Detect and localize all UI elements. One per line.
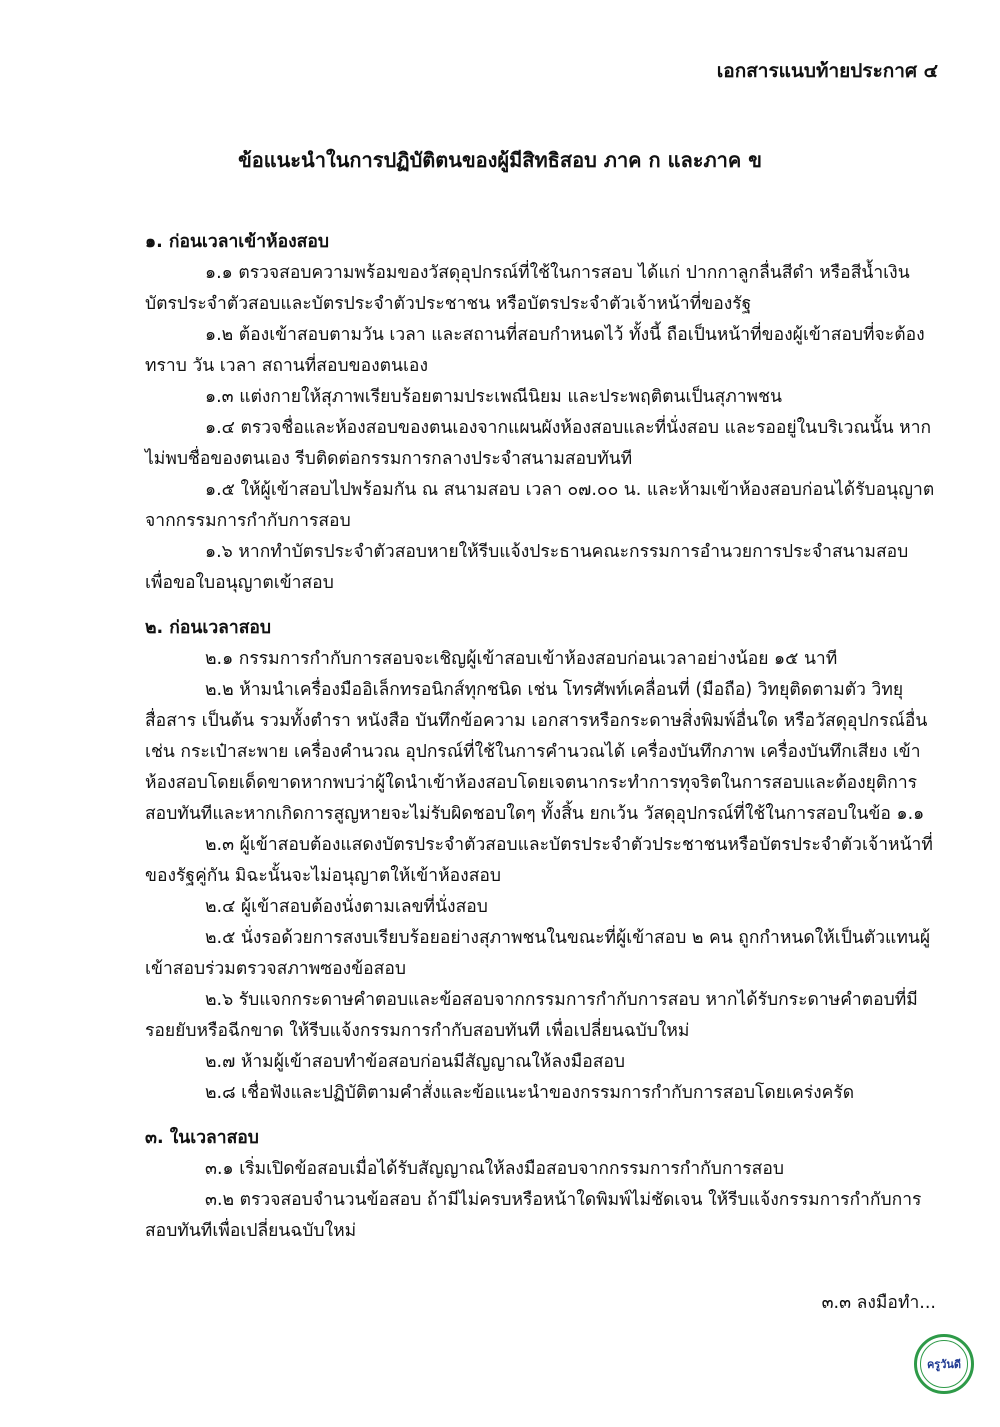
item-2-6: ๒.๖ รับแจกกระดาษคำตอบและข้อสอบจากกรรมการกำกับการสอบ หากได้รับกระดาษคำตอบที่มีรอยยับหรือฉีกขาด ให้รีบแจ้งกรรมการกำกับสอบทันที เพื่อเปลี่ยนฉบับใหม่ bbox=[145, 990, 918, 1041]
continued-next-page: ๓.๓ ลงมือทำ... bbox=[821, 1293, 936, 1313]
item-2-5: ๒.๕ นั่งรอด้วยการสงบเรียบร้อยอย่างสุภาพชนในขณะที่ผู้เข้าสอบ ๒ คน ถูกกำหนดให้เป็นตัวแทนผู้เข้าสอบร่วมตรวจสภาพซองข้อสอบ bbox=[145, 928, 931, 979]
item-1-2: ๑.๒ ต้องเข้าสอบตามวัน เวลา และสถานที่สอบกำหนดไว้ ทั้งนี้ ถือเป็นหน้าที่ของผู้เข้าสอบที่จะต้องทราบ วัน เวลา สถานที่สอบของตนเอง bbox=[145, 325, 925, 376]
item-2-1: ๒.๑ กรรมการกำกับการสอบจะเชิญผู้เข้าสอบเข้าห้องสอบก่อนเวลาอย่างน้อย ๑๕ นาที bbox=[205, 649, 838, 669]
item-2-2: ๒.๒ ห้ามนำเครื่องมืออิเล็กทรอนิกส์ทุกชนิด เช่น โทรศัพท์เคลื่อนที่ (มือถือ) วิทยุติดตามตัว วิทยุสื่อสาร เป็นต้น รวมทั้งตำรา หนังสือ บันทึกข้อความ เอกสารหรือกระดาษสิ่งพิมพ์อื่นใด หรือวัสดุอุปกรณ์อื่น เช่น กระเป๋าสะพาย เครื่องคำนวณ อุปกรณ์ที่ใช้ในการคำนวณได้ เครื่องบันทึกภาพ เครื่องบันทึกเสียง เข้าห้องสอบโดยเด็ดขาดหากพบว่าผู้ใดนำเข้าห้องสอบโดยเจตนากระทำการทุจริตในการสอบและต้องยุติการสอบทันทีและหากเกิดการสูญหายจะไม่รับผิดชอบใดๆ ทั้งสิ้น ยกเว้น วัสดุอุปกรณ์ที่ใช้ในการสอบในข้อ ๑.๑ bbox=[145, 680, 928, 824]
stamp-label: ครูวันดี bbox=[920, 1340, 968, 1388]
attachment-reference: เอกสารแนบท้ายประกาศ ๔ bbox=[716, 60, 938, 82]
item-1-1: ๑.๑ ตรวจสอบความพร้อมของวัสดุอุปกรณ์ที่ใช้ในการสอบ ได้แก่ ปากกาลูกลื่นสีดำ หรือสีน้ำเงิน บัตรประจำตัวสอบและบัตรประจำตัวประชาชน หรือบัตรประจำตัวเจ้าหน้าที่ของรัฐ bbox=[145, 263, 910, 314]
item-1-6: ๑.๖ หากทำบัตรประจำตัวสอบหายให้รีบแจ้งประธานคณะกรรมการอำนวยการประจำสนามสอบเพื่อขอใบอนุญาตเข้าสอบ bbox=[145, 542, 909, 593]
item-2-8: ๒.๘ เชื่อฟังและปฏิบัติตามคำสั่งและข้อแนะนำของกรรมการกำกับการสอบโดยเคร่งครัด bbox=[205, 1083, 855, 1103]
logo-stamp-icon bbox=[914, 1334, 974, 1394]
item-1-3: ๑.๓ แต่งกายให้สุภาพเรียบร้อยตามประเพณีนิยม และประพฤติตนเป็นสุภาพชน bbox=[205, 387, 782, 407]
section-heading: ๑. ก่อนเวลาเข้าห้องสอบ bbox=[145, 232, 329, 252]
item-2-4: ๒.๔ ผู้เข้าสอบต้องนั่งตามเลขที่นั่งสอบ bbox=[205, 897, 488, 917]
item-1-5: ๑.๕ ให้ผู้เข้าสอบไปพร้อมกัน ณ สนามสอบ เวลา ๐๗.๐๐ น. และห้ามเข้าห้องสอบก่อนได้รับอนุญาตจากกรรมการกำกับการสอบ bbox=[145, 480, 935, 531]
section-heading: ๓. ในเวลาสอบ bbox=[145, 1128, 259, 1148]
section-before-entering-room bbox=[145, 227, 935, 599]
item-3-1: ๓.๑ เริ่มเปิดข้อสอบเมื่อได้รับสัญญาณให้ลงมือสอบจากกรรมการกำกับการสอบ bbox=[205, 1159, 784, 1179]
document-title: ข้อแนะนำในการปฏิบัติตนของผู้มีสิทธิสอบ ภาค ก และภาค ข bbox=[238, 148, 762, 172]
item-3-2: ๓.๒ ตรวจสอบจำนวนข้อสอบ ถ้ามีไม่ครบหรือหน้าใดพิมพ์ไม่ชัดเจน ให้รีบแจ้งกรรมการกำกับการสอบทันทีเพื่อเปลี่ยนฉบับใหม่ bbox=[145, 1190, 922, 1241]
section-before-exam bbox=[145, 613, 935, 1109]
document-body bbox=[145, 227, 935, 1247]
item-2-3: ๒.๓ ผู้เข้าสอบต้องแสดงบัตรประจำตัวสอบและบัตรประจำตัวประชาชนหรือบัตรประจำตัวเจ้าหน้าที่ของรัฐคู่กัน มิฉะนั้นจะไม่อนุญาตให้เข้าห้องสอบ bbox=[145, 835, 933, 886]
section-during-exam bbox=[145, 1123, 935, 1247]
item-2-7: ๒.๗ ห้ามผู้เข้าสอบทำข้อสอบก่อนมีสัญญาณให้ลงมือสอบ bbox=[205, 1052, 626, 1072]
item-1-4: ๑.๔ ตรวจชื่อและห้องสอบของตนเองจากแผนผังห้องสอบและที่นั่งสอบ และรออยู่ในบริเวณนั้น หากไม่พบชื่อของตนเอง รีบติดต่อกรรมการกลางประจำสนามสอบทันที bbox=[145, 418, 932, 469]
section-heading: ๒. ก่อนเวลาสอบ bbox=[145, 618, 272, 638]
